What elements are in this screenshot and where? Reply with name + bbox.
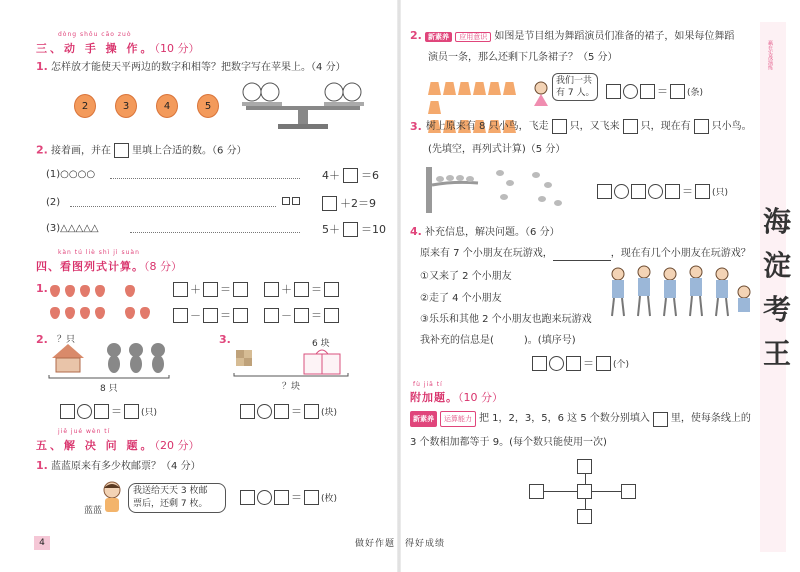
skirt-icon bbox=[503, 82, 516, 95]
r-q4-question bbox=[420, 247, 751, 261]
answer-box[interactable] bbox=[670, 84, 685, 99]
extra-text-a: 把 1，2，3，5，6 这 5 个数分别填入 bbox=[479, 413, 650, 424]
monkeys-house-icon bbox=[46, 340, 171, 376]
section4-title: 四、看图列式计算。 bbox=[36, 260, 144, 273]
s4-q1-eq-4: － ＝ bbox=[264, 307, 339, 323]
s4-q2-number: 2. bbox=[36, 333, 48, 346]
r-q2-text2: 演员一条，那么还剩下几条裙子？（5 分） bbox=[428, 52, 618, 63]
answer-box[interactable] bbox=[597, 184, 612, 199]
answer-box[interactable] bbox=[665, 184, 680, 199]
answer-box[interactable] bbox=[304, 404, 319, 419]
section4-points: （8 分） bbox=[144, 260, 182, 273]
answer-box[interactable] bbox=[304, 490, 319, 505]
strawberries-bottom-row bbox=[50, 304, 110, 323]
skirt-icon bbox=[428, 101, 441, 114]
answer-box[interactable] bbox=[653, 412, 668, 427]
extra-line1 bbox=[410, 411, 751, 427]
puzzle-box-bottom[interactable] bbox=[577, 509, 592, 524]
strawberry-icon bbox=[65, 307, 75, 319]
s3-row1-left: 4＋ bbox=[322, 169, 340, 182]
r-q4-equation: ＝ (个) bbox=[532, 355, 629, 371]
answer-box[interactable] bbox=[695, 184, 710, 199]
s4-q1-number: 1. bbox=[36, 282, 48, 295]
dancer-speech-bubble bbox=[552, 73, 598, 101]
new-literacy-badge: 新素养 bbox=[425, 32, 452, 42]
side-small-text: 赢在实战演练 bbox=[767, 40, 773, 70]
operator-circle[interactable] bbox=[549, 356, 564, 371]
answer-box[interactable] bbox=[60, 404, 75, 419]
answer-box[interactable] bbox=[233, 308, 248, 323]
s5-q1-unit: (枚) bbox=[321, 493, 338, 504]
s3-row2-equation bbox=[322, 195, 376, 211]
s3-q2-number: 2. bbox=[36, 143, 48, 157]
s3-row2-label: (2) bbox=[46, 197, 61, 208]
section3-title: 三、动 手 操 作。 bbox=[36, 42, 155, 55]
r-q3-text2: (先填空，再列式计算)（5 分） bbox=[428, 144, 566, 155]
answer-box[interactable] bbox=[294, 282, 309, 297]
skirt-icon bbox=[443, 82, 456, 95]
answer-box[interactable] bbox=[94, 404, 109, 419]
strawberries-right-bottom bbox=[125, 304, 155, 323]
draw-line-2[interactable] bbox=[70, 206, 276, 207]
answer-box[interactable] bbox=[240, 490, 255, 505]
s4-q2-unit: (只) bbox=[141, 407, 158, 418]
operator-circle[interactable] bbox=[257, 490, 272, 505]
strawberry-icon bbox=[95, 307, 105, 319]
dancer-speech-2: 有 7 人。 bbox=[556, 88, 595, 98]
section3-pinyin: dòng shǒu cāo zuò bbox=[58, 31, 132, 38]
section3-heading bbox=[36, 40, 200, 56]
r-q3-line1 bbox=[410, 119, 752, 134]
puzzle-box-center[interactable] bbox=[577, 484, 592, 499]
skirt-icon bbox=[473, 82, 486, 95]
s3-row3-right: ＝10 bbox=[361, 223, 386, 236]
r-q4-option-3: ③乐乐和其他 2 个小朋友也跑来玩游戏 bbox=[420, 314, 592, 325]
side-title bbox=[763, 200, 792, 376]
answer-box[interactable] bbox=[552, 119, 567, 134]
s5-q1-name: 蓝蓝 bbox=[84, 506, 103, 516]
draw-line-1[interactable] bbox=[110, 178, 300, 179]
answer-box[interactable] bbox=[264, 282, 279, 297]
side-char-4: 王 bbox=[763, 337, 792, 370]
r-q4-line-b: ，现在有几个小朋友在玩游戏？ bbox=[610, 248, 751, 259]
strawberries-right-top bbox=[125, 282, 140, 301]
r-q2-line1 bbox=[410, 29, 734, 44]
s5-q1-number: 1. bbox=[36, 459, 48, 472]
dancer-speech-1: 我们一共 bbox=[556, 76, 593, 86]
speech-line-2: 票后，还剩 7 枚。 bbox=[133, 499, 208, 509]
s3-row3-label: (3)△△△△△ bbox=[46, 223, 99, 234]
balance-scale-icon bbox=[238, 80, 368, 130]
footer-slogan: 做好作题 得好成绩 bbox=[355, 539, 446, 549]
operator-circle[interactable] bbox=[623, 84, 638, 99]
section3-points: （10 分） bbox=[154, 42, 200, 55]
s3-row1-equation bbox=[322, 167, 379, 183]
s3-q2-text-b: 里填上合适的数。（6 分） bbox=[132, 145, 247, 157]
section5-title: 五、解 决 问 题。 bbox=[36, 439, 155, 452]
answer-box[interactable] bbox=[274, 490, 289, 505]
birds-tree-icon bbox=[424, 163, 574, 215]
s3-q1-text: 怎样放才能使天平两边的数字和相等？把数字写在苹果上。（4 分） bbox=[51, 62, 346, 73]
strawberry-icon bbox=[50, 285, 60, 297]
r-q3-text-b: 只，又飞来 bbox=[569, 120, 620, 132]
strawberry-icon bbox=[95, 285, 105, 297]
puzzle-box-left[interactable] bbox=[529, 484, 544, 499]
answer-box[interactable] bbox=[324, 282, 339, 297]
extra-text-b: 里，使每条线上的 bbox=[670, 413, 751, 424]
section5-heading bbox=[36, 437, 200, 453]
r-q2-text1: 如图是节目组为舞蹈演员们准备的裙子，如果每位舞蹈 bbox=[494, 31, 735, 42]
answer-box[interactable] bbox=[274, 404, 289, 419]
r-q2-unit: (条) bbox=[687, 87, 704, 98]
skirt-icon bbox=[488, 82, 501, 95]
s5-q1-text: 蓝蓝原来有多少枚邮票？（4 分） bbox=[51, 461, 201, 472]
s3-q2-text-a: 接着画，并在 bbox=[51, 145, 112, 157]
application-tag: 应用意识 bbox=[455, 32, 491, 42]
calculation-tag: 运算能力 bbox=[440, 411, 476, 427]
answer-box[interactable] bbox=[694, 119, 709, 134]
s4-q1-eq-2: ＋ ＝ bbox=[264, 281, 339, 297]
r-q4-option-1: ①又来了 2 个小朋友 bbox=[420, 271, 512, 282]
s3-row1-label: (1)○○○○ bbox=[46, 169, 96, 180]
r-q4-line-a: 原来有 7 个小朋友在玩游戏， bbox=[420, 248, 553, 259]
answer-box[interactable] bbox=[623, 119, 638, 134]
puzzle-box-right[interactable] bbox=[621, 484, 636, 499]
section5-points: （20 分） bbox=[154, 439, 200, 452]
s4-q3-unit: (块) bbox=[321, 407, 338, 418]
apple-row bbox=[74, 94, 219, 118]
r-q4-text: 补充信息，解决问题。（6 分） bbox=[425, 227, 560, 238]
r-q3-text-a: 树上原来有 8 只小鸟，飞走 bbox=[425, 120, 549, 132]
apple-2: 2 bbox=[74, 94, 96, 118]
answer-box[interactable] bbox=[203, 282, 218, 297]
s4-q2-bottom-label: 8 只 bbox=[100, 384, 118, 394]
answer-box[interactable] bbox=[294, 308, 309, 323]
blank-line[interactable] bbox=[553, 250, 611, 261]
answer-box[interactable] bbox=[240, 404, 255, 419]
side-char-2: 淀 bbox=[763, 249, 792, 282]
speech-line-1: 我送给天天 3 枚邮 bbox=[133, 486, 208, 496]
answer-box[interactable] bbox=[114, 143, 129, 158]
s5-q1 bbox=[36, 459, 201, 474]
answer-box[interactable] bbox=[640, 84, 655, 99]
answer-box[interactable] bbox=[124, 404, 139, 419]
answer-box[interactable] bbox=[343, 222, 358, 237]
s4-q3-equation: ＝ (块) bbox=[240, 403, 337, 419]
strawberry-icon bbox=[50, 307, 60, 319]
answer-box[interactable] bbox=[203, 308, 218, 323]
answer-box[interactable] bbox=[264, 308, 279, 323]
operator-circle[interactable] bbox=[257, 404, 272, 419]
answer-box[interactable] bbox=[322, 196, 337, 211]
r-q4-line1 bbox=[410, 225, 560, 240]
children-playing-icon bbox=[604, 262, 754, 324]
strawberry-icon bbox=[140, 307, 150, 319]
r-q3-unit: (只) bbox=[712, 187, 729, 198]
s3-q1 bbox=[36, 60, 346, 75]
extra-points: （10 分） bbox=[458, 391, 503, 404]
r-q4-unit: (个) bbox=[613, 359, 630, 370]
page-number: 4 bbox=[34, 536, 50, 550]
answer-box[interactable] bbox=[606, 84, 621, 99]
r-q2-equation: ＝ (条) bbox=[606, 83, 703, 99]
strawberry-icon bbox=[80, 307, 90, 319]
dancer-girl-icon bbox=[530, 80, 552, 108]
r-q2-number: 2. bbox=[410, 29, 422, 42]
apple-3: 3 bbox=[115, 94, 137, 118]
answer-box[interactable] bbox=[566, 356, 581, 371]
answer-box[interactable] bbox=[173, 308, 188, 323]
apple-5: 5 bbox=[197, 94, 219, 118]
strawberry-icon bbox=[125, 285, 135, 297]
s3-q1-number: 1. bbox=[36, 60, 48, 73]
answer-box[interactable] bbox=[631, 184, 646, 199]
answer-box[interactable] bbox=[233, 282, 248, 297]
small-square-icon bbox=[292, 197, 300, 205]
answer-box[interactable] bbox=[596, 356, 611, 371]
s4-q3-number: 3. bbox=[219, 333, 231, 346]
s3-row2-right: ＋2＝9 bbox=[340, 197, 376, 210]
r-q3-text-c: 只，现在有 bbox=[640, 120, 691, 132]
r-q4-number: 4. bbox=[410, 225, 422, 238]
operator-circle[interactable] bbox=[614, 184, 629, 199]
s4-q1-eq-1: ＋ ＝ bbox=[173, 281, 248, 297]
s3-q2 bbox=[36, 143, 247, 159]
new-literacy-badge: 新素养 bbox=[410, 411, 437, 427]
s4-q2-equation: ＝ (只) bbox=[60, 403, 157, 419]
draw-line-3[interactable] bbox=[130, 232, 300, 233]
answer-box[interactable] bbox=[173, 282, 188, 297]
answer-box[interactable] bbox=[324, 308, 339, 323]
extra-text2: 3 个数相加都等于 9。(每个数只能使用一次) bbox=[410, 437, 607, 448]
s4-q2-top-label: ？只 bbox=[57, 335, 76, 345]
extra-pinyin: fù jiā tí bbox=[413, 381, 443, 388]
operator-circle[interactable] bbox=[648, 184, 663, 199]
section4-pinyin: kàn tú liè shì jì suàn bbox=[58, 249, 140, 256]
s4-q3-bottom-label: ？块 bbox=[282, 382, 301, 392]
r-q3-equation: ＝ (只) bbox=[597, 183, 728, 199]
s4-q1-eq-3: － ＝ bbox=[173, 307, 248, 323]
operator-circle[interactable] bbox=[77, 404, 92, 419]
answer-box[interactable] bbox=[532, 356, 547, 371]
extra-heading bbox=[410, 389, 503, 405]
s3-row2-small-boxes bbox=[282, 197, 300, 205]
r-q4-choose: 我补充的信息是( )。(填序号) bbox=[420, 335, 576, 346]
r-q3-number: 3. bbox=[410, 119, 422, 133]
strawberries-top-row bbox=[50, 282, 110, 301]
s4-q3-top-label: 6 块 bbox=[312, 339, 330, 349]
s3-row3-left: 5＋ bbox=[322, 223, 340, 236]
side-char-3: 考 bbox=[763, 293, 792, 326]
r-q4-option-2: ②走了 4 个小朋友 bbox=[420, 293, 502, 304]
r-q3-text-d: 只小鸟。 bbox=[711, 120, 752, 132]
strawberry-icon bbox=[65, 285, 75, 297]
extra-title: 附加题。 bbox=[410, 391, 458, 404]
puzzle-box-top[interactable] bbox=[577, 459, 592, 474]
s3-row1-right: ＝6 bbox=[361, 169, 379, 182]
skirt-icon bbox=[428, 82, 441, 95]
section5-pinyin: jiě jué wèn tí bbox=[58, 428, 111, 435]
side-char-1: 海 bbox=[763, 205, 792, 238]
s3-row3-equation bbox=[322, 221, 386, 237]
strawberry-icon bbox=[80, 285, 90, 297]
s5-q1-equation: ＝ (枚) bbox=[240, 489, 337, 505]
page-spine bbox=[397, 0, 401, 572]
apple-4: 4 bbox=[156, 94, 178, 118]
small-square-icon bbox=[282, 197, 290, 205]
section4-heading bbox=[36, 258, 182, 274]
answer-box[interactable] bbox=[343, 168, 358, 183]
strawberry-icon bbox=[125, 307, 135, 319]
skirt-icon bbox=[458, 82, 471, 95]
speech-bubble bbox=[128, 483, 226, 513]
